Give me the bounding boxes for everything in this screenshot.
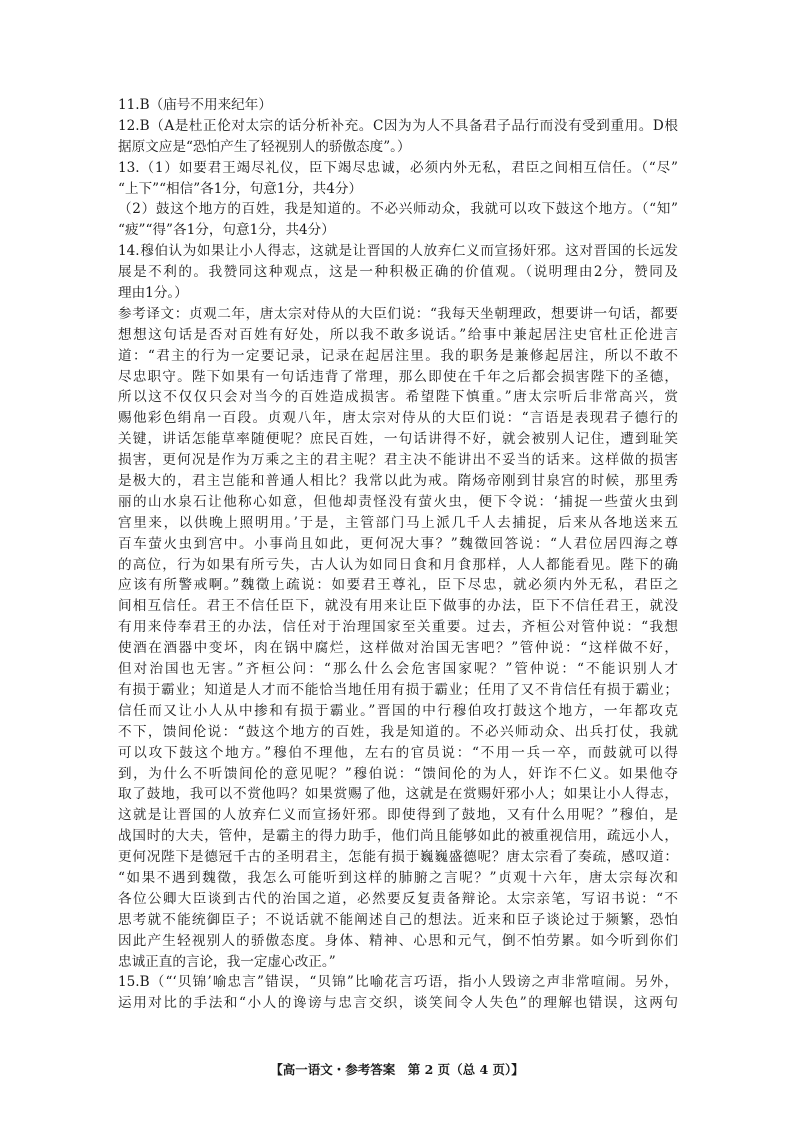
- text-line: 想想这句话是否对百姓有好处，所以我不敢多说话。”给事中兼起居注史官杜正伦进言: [118, 326, 678, 343]
- text-line: 忠诚正直的言论，我一定虚心改正。”: [118, 953, 336, 970]
- text-line: 11.B（庙号不用来纪年）: [118, 97, 272, 113]
- text-line: 是极大的，君主岂能和普通人相比？我常以此为戒。隋炀帝刚到甘泉宫的时候，那里秀: [118, 473, 678, 490]
- text-line: 据原文应是“恐怕产生了轻视别人的骄傲态度”。）: [118, 138, 411, 155]
- text-line: 丽的山水泉石让他称心如意，但他却责怪没有萤火虫，便下令说：‘捕捉一些萤火虫到: [118, 493, 678, 510]
- text-line: 展是不利的。我赞同这种观点，这是一种积极正确的价值观。（说明理由2分，赞同及: [118, 264, 678, 281]
- text-line: “疲”“得”各1分，句意1分，共4分）: [118, 222, 335, 239]
- text-line: 关键，讲话怎能草率随便呢？庶民百姓，一句话讲得不好，就会被别人记住，遭到耻笑: [118, 431, 678, 448]
- text-line: 15.B（“‘贝锦’喻忠言”错误，“贝锦”比喻花言巧语，指小人毁谤之声非常喧闹。另外，: [118, 974, 678, 991]
- text-line: 运用对比的手法和“小人的谗谤与忠言交织，谈笑间令人失色”的理解也错误，这两句: [118, 995, 678, 1012]
- text-line: 损害，更何况是作为万乘之主的君主呢？君主决不能讲出不妥当的话来。这样做的损害: [118, 452, 678, 469]
- text-line: 理由1分。）: [118, 285, 188, 302]
- page-footer: 【高一语文・参考答案 第 2 页（总 4 页）】: [270, 1062, 524, 1077]
- text-line: 不下，馈间伦说：“鼓这个地方的百姓，我是知道的。不必兴师动众、出兵打仗，我就: [118, 723, 678, 740]
- text-line: 可以攻下鼓这个地方。”穆伯不理他，左右的官员说：“不用一兵一卒，而鼓就可以得: [118, 744, 678, 761]
- text-line: 道：“君主的行为一定要记录，记录在起居注里。我的职务是兼修起居注，所以不敢不: [118, 347, 678, 364]
- text-line: 但对治国也无害。”齐桓公问：“那么什么会危害国家呢？”管仲说：“不能识别人才: [118, 661, 678, 678]
- text-line: 这就是让晋国的人放弃仁义而宣扬奸邪。即使得到了鼓地，又有什么用呢？”穆伯，是: [118, 807, 678, 824]
- text-line: 有用来侍奉君王的办法，信任对于治理国家至关重要。过去，齐桓公对管仲说：“我想: [118, 619, 678, 636]
- answer-key-body: [118, 95, 678, 1014]
- text-line: 13.（1）如要君王竭尽礼仪，臣下竭尽忠诚，必须内外无私，君臣之间相互信任。（“尽”: [118, 159, 678, 176]
- text-line: 有损于霸业；知道是人才而不能恰当地任用有损于霸业；任用了又不肯信任有损于霸业；: [118, 681, 678, 698]
- text-line: 所以这不仅仅只会对当今的百姓造成损害。希望陛下慎重。”唐太宗听后非常高兴，赏: [118, 389, 678, 406]
- text-line: 各位公卿大臣谈到古代的治国之道，必然要反复责备辩论。太宗亲笔，写诏书说：“不: [118, 890, 678, 907]
- text-line: 取了鼓地，我可以不赏他吗？如果赏赐了他，这就是在赏赐奸邪小人；如果让小人得志，: [118, 786, 678, 803]
- text-line: （2）鼓这个地方的百姓，我是知道的。不必兴师动众，我就可以攻下鼓这个地方。（“知”: [118, 201, 678, 218]
- text-line: 尽忠职守。陛下如果有一句话违背了常理，那么即使在千年之后都会损害陛下的圣德，: [118, 368, 678, 385]
- text-line: 更何况陛下是德冠千古的圣明君主，怎能有损于巍巍盛德呢？唐太宗看了奏疏，感叹道：: [118, 849, 678, 866]
- text-line: 14.穆伯认为如果让小人得志，这就是让晋国的人放弃仁义而宣扬奸邪。这对晋国的长远发: [118, 243, 678, 260]
- text-line: 的高位，行为如果有所亏失，古人认为如同日食和月食那样，人人都能看见。陛下的确: [118, 556, 678, 573]
- text-line: 思考就不能统御臣子；不说话就不能阐述自己的想法。近来和臣子谈论过于频繁，恐怕: [118, 911, 678, 928]
- text-line: 宫里来，以供晚上照明用。’于是，主管部门马上派几千人去捕捉，后来从各地送来五: [118, 514, 678, 531]
- text-line: 信任而又让小人从中掺和有损于霸业。”晋国的中行穆伯攻打鼓这个地方，一年都攻克: [118, 702, 678, 719]
- text-line: “上下”“相信”各1分，句意1分，共4分）: [118, 180, 363, 197]
- text-line: 间相互信任。君王不信任臣下，就没有用来让臣下做事的办法，臣下不信任君王，就没: [118, 598, 678, 615]
- text-line: 参考译文：贞观二年，唐太宗对侍从的大臣们说：“我每天坐朝理政，想要讲一句话，都要: [118, 305, 678, 322]
- text-line: 因此产生轻视别人的骄傲态度。身体、精神、心思和元气，倒不怕劳累。如今听到你们: [118, 932, 678, 949]
- text-line: 应该有所警戒啊。”魏徵上疏说：如要君王尊礼，臣下尽忠，就必须内外无私，君臣之: [118, 577, 678, 594]
- text-line: 使酒在酒器中变坏，肉在锅中腐烂，这样做对治国无害吧？”管仲说：“这样做不好，: [118, 640, 678, 657]
- text-line: 12.B（A是杜正伦对太宗的话分析补充。C因为为人不具备君子品行而没有受到重用。D根: [118, 117, 678, 134]
- text-line: 到，为什么不听馈间伦的意见呢？”穆伯说：“馈间伦的为人，奸诈不仁义。如果他夺: [118, 765, 678, 782]
- text-line: 赐他彩色绢帛一百段。贞观八年，唐太宗对侍从的大臣们说：“言语是表现君子德行的: [118, 410, 678, 427]
- text-line: 战国时的大夫，管仲，是霸主的得力助手，他们尚且能够如此的被重视信用，疏远小人，: [118, 828, 678, 845]
- text-line: 百车萤火虫到宫中。小事尚且如此，更何况大事？”魏徵回答说：“人君位居四海之尊: [118, 535, 678, 552]
- text-line: “如果不遇到魏徵，我怎么可能听到这样的肺腑之言呢？”贞观十六年，唐太宗每次和: [118, 869, 678, 886]
